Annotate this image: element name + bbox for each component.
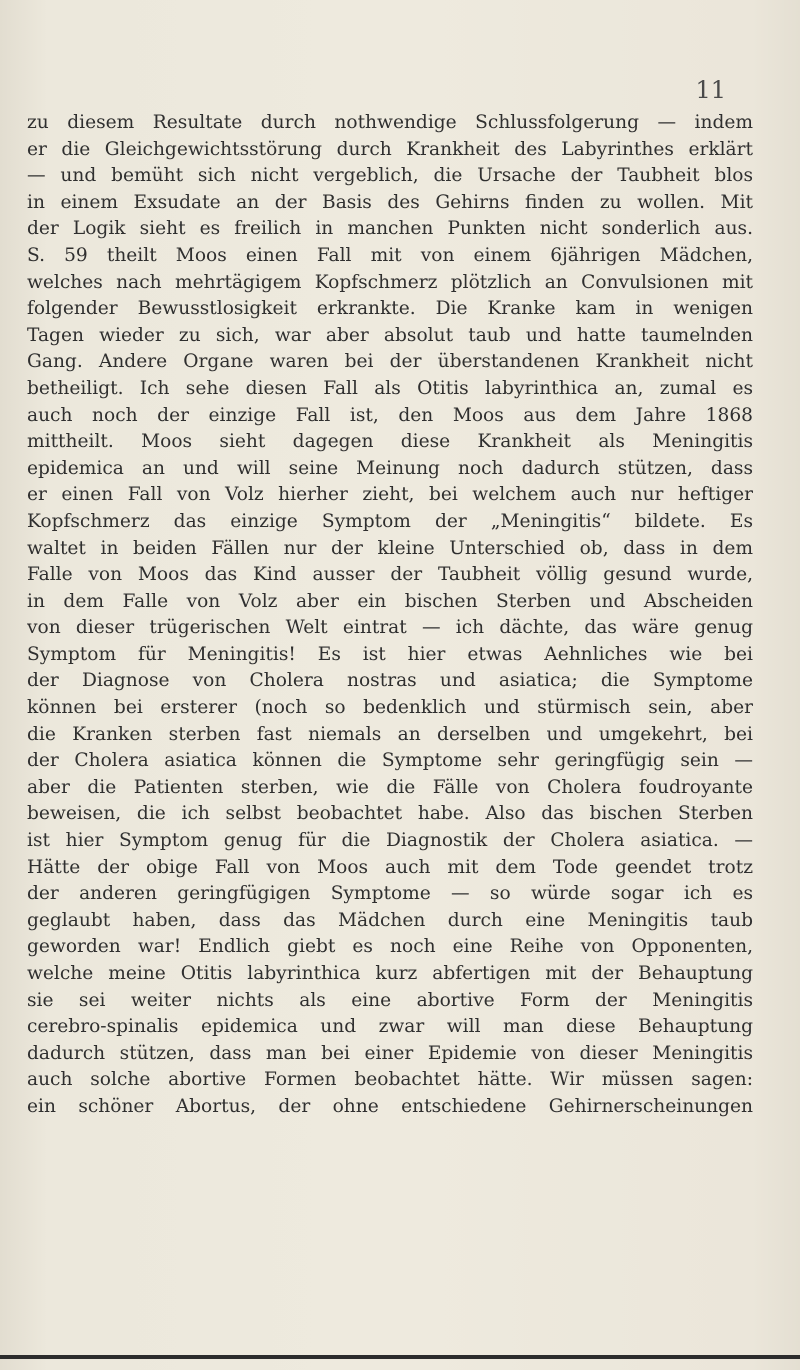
- text-line: Kopfschmerz das einzige Symptom der „Meningitis“ bildete. Es: [27, 510, 753, 532]
- text-line: der anderen geringfügigen Symptome — so würde sogar ich es: [27, 883, 753, 905]
- text-line: welches nach mehrtägigem Kopfschmerz plötzlich an Convulsionen mit: [27, 271, 753, 293]
- text-line: waltet in beiden Fällen nur der kleine Unterschied ob, dass in dem: [27, 537, 753, 559]
- text-line: auch solche abortive Formen beobachtet hätte. Wir müssen sagen:: [27, 1069, 753, 1091]
- text-line: Symptom für Meningitis! Es ist hier etwas Aehnliches wie bei: [27, 643, 753, 665]
- body-text: [27, 110, 753, 1121]
- text-line: aber die Patienten sterben, wie die Fälle von Cholera foudroyante: [27, 776, 753, 798]
- text-line: in einem Exsudate an der Basis des Gehirns finden zu wollen. Mit: [27, 191, 753, 213]
- text-line: die Kranken sterben fast niemals an derselben und umgekehrt, bei: [27, 723, 753, 745]
- text-line: ist hier Symptom genug für die Diagnostik der Cholera asiatica. —: [27, 830, 753, 852]
- text-line: betheiligt. Ich sehe diesen Fall als Otitis labyrinthica an, zumal es: [27, 377, 753, 399]
- text-line: dadurch stützen, dass man bei einer Epidemie von dieser Meningitis: [27, 1042, 753, 1064]
- text-line: der Cholera asiatica können die Symptome sehr geringfügig sein —: [27, 750, 753, 772]
- text-line: der Diagnose von Cholera nostras und asiatica; die Symptome: [27, 670, 753, 692]
- text-line: Hätte der obige Fall von Moos auch mit dem Tode geendet trotz: [27, 856, 753, 878]
- text-line: können bei ersterer (noch so bedenklich und stürmisch sein, aber: [27, 697, 753, 719]
- text-line: Gang. Andere Organe waren bei der überstandenen Krankheit nicht: [27, 351, 753, 373]
- text-line: beweisen, die ich selbst beobachtet habe. Also das bischen Sterben: [27, 803, 753, 825]
- text-line: cerebro-spinalis epidemica und zwar will man diese Behauptung: [27, 1016, 753, 1038]
- text-line: zu diesem Resultate durch nothwendige Schlussfolgerung — indem: [27, 112, 753, 133]
- text-line: der Logik sieht es freilich in manchen Punkten nicht sonderlich aus.: [27, 218, 753, 240]
- text-line: er einen Fall von Volz hierher zieht, bei welchem auch nur heftiger: [27, 484, 753, 506]
- text-line: sie sei weiter nichts als eine abortive Form der Meningitis: [27, 989, 753, 1011]
- text-line: von dieser trügerischen Welt eintrat — ich dächte, das wäre genug: [27, 617, 753, 639]
- text-line: auch noch der einzige Fall ist, den Moos aus dem Jahre 1868: [27, 404, 753, 426]
- text-line: geworden war! Endlich giebt es noch eine Reihe von Opponenten,: [27, 936, 753, 958]
- text-line: Tagen wieder zu sich, war aber absolut taub und hatte taumelnden: [27, 324, 753, 346]
- page-number: 11: [695, 76, 726, 104]
- text-line: welche meine Otitis labyrinthica kurz abfertigen mit der Behauptung: [27, 963, 753, 984]
- text-line: — und bemüht sich nicht vergeblich, die Ursache der Taubheit blos: [27, 165, 753, 187]
- text-line: in dem Falle von Volz aber ein bischen Sterben und Abscheiden: [27, 590, 753, 612]
- text-line: epidemica an und will seine Meinung noch dadurch stützen, dass: [27, 457, 753, 479]
- text-line: er die Gleichgewichtsstörung durch Krankheit des Labyrinthes erklärt: [27, 138, 753, 160]
- text-line: mittheilt. Moos sieht dagegen diese Krankheit als Meningitis: [27, 431, 753, 453]
- text-line: folgender Bewusstlosigkeit erkrankte. Die Kranke kam in wenigen: [27, 298, 753, 320]
- text-line: geglaubt haben, dass das Mädchen durch eine Meningitis taub: [27, 909, 753, 931]
- text-line: ein schöner Abortus, der ohne entschiedene Gehirnerscheinungen: [27, 1095, 753, 1117]
- page-edge-rule: [0, 1355, 800, 1359]
- text-line: S. 59 theilt Moos einen Fall mit von einem 6jährigen Mädchen,: [27, 244, 753, 266]
- text-line: Falle von Moos das Kind ausser der Taubheit völlig gesund wurde,: [27, 564, 753, 586]
